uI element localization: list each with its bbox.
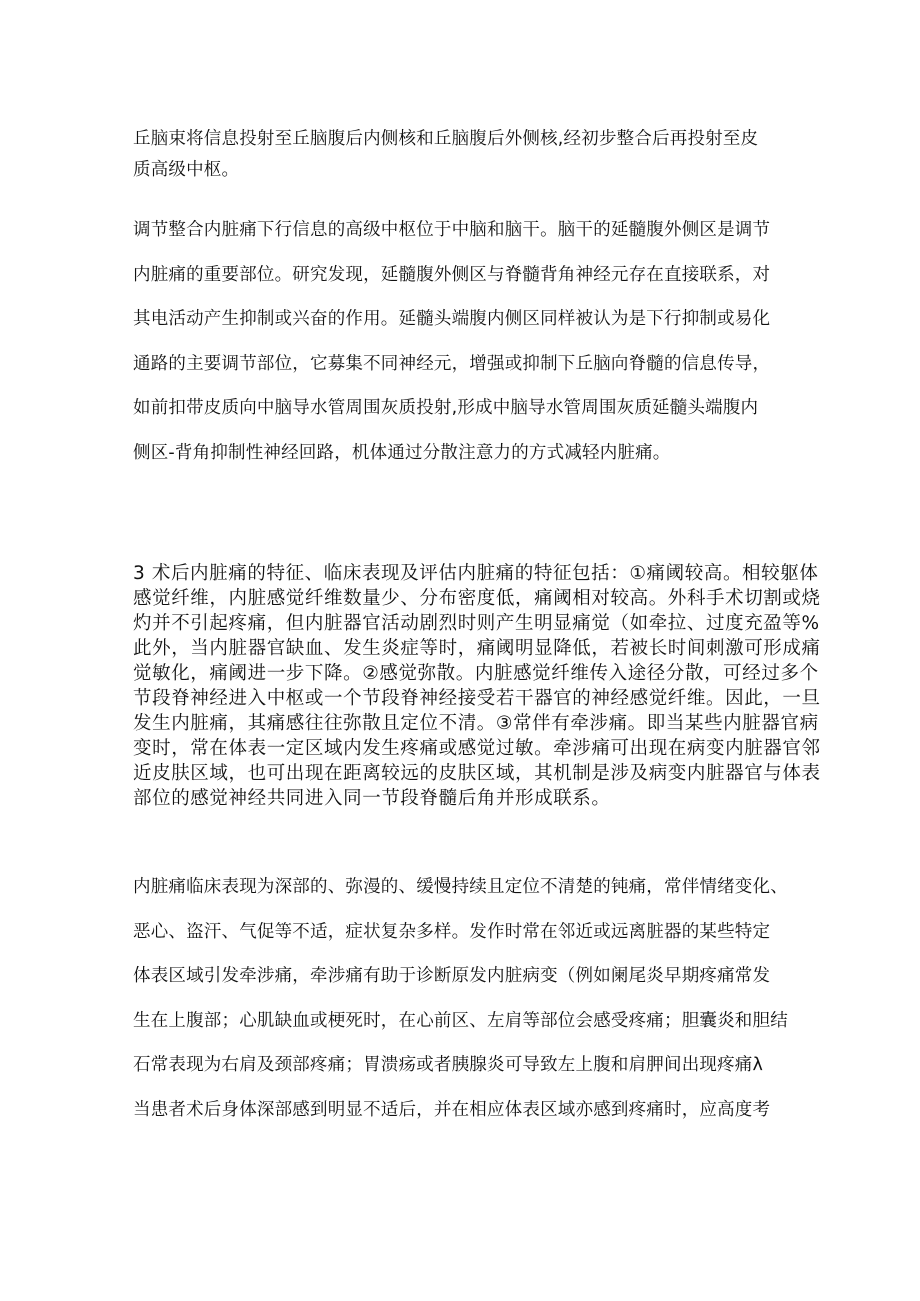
- text-line: 部位的感觉神经共同进入同一节段脊髓后角并形成联系。: [133, 788, 611, 809]
- text-line: 其电活动产生抑制或兴奋的作用。延髓头端腹内侧区同样被认为是下行抑制或易化: [133, 309, 771, 329]
- text-line: 通路的主要调节部位，它募集不同神经元，增强或抑制下丘脑向脊髓的信息传导，: [133, 353, 771, 374]
- text-line: 感觉纤维，内脏感觉纤维数量少、分布密度低，痛阈相对较高。外科手术切割或烧: [133, 588, 821, 609]
- text-line: 调节整合内脏痛下行信息的高级中枢位于中脑和脑干。脑干的延髓腹外侧区是调节: [133, 220, 771, 240]
- text-line: 内脏痛的重要部位。研究发现，延髓腹外侧区与脊髓背角神经元存在直接联系，对: [133, 264, 771, 285]
- text-line: 觉敏化，痛阈进一步下降。②感觉弥散。内脏感觉纤维传入途径分散，可经过多个: [133, 663, 819, 684]
- text-line: 变时，常在体表一定区域内发生疼痛或感觉过敏。牵涉痛可出现在病变内脏器官邻: [133, 738, 821, 759]
- text-line: 如前扣带皮质向中脑导水管周围灰质投射,形成中脑导水管周围灰质延髓头端腹内: [133, 398, 759, 418]
- text-line: 石常表现为右肩及颈部疼痛；胃溃疡或者胰腺炎可导致左上腹和肩胛间出现疼痛λ: [133, 1055, 764, 1075]
- text-line: 丘脑束将信息投射至丘脑腹后内侧核和丘脑腹后外侧核,经初步整合后再投射至皮: [133, 129, 759, 149]
- text-line: 近皮肤区域，也可出现在距离较远的皮肤区域，其机制是涉及病变内脏器官与体表: [133, 763, 821, 784]
- text-line: 体表区域引发牵涉痛，牵涉痛有助于诊断原发内脏病变（例如阑尾炎早期疼痛常发: [133, 966, 771, 986]
- text-line: 恶心、盗汗、气促等不适，症状复杂多样。发作时常在邻近或远离脏器的某些特定: [133, 921, 771, 942]
- paragraph-descending-regulation: [133, 219, 813, 486]
- section-3-characteristics: [133, 561, 821, 811]
- section-heading-line: 3 术后内脏痛的特征、临床表现及评估内脏痛的特征包括：①痛阈较高。相较躯体: [133, 563, 819, 584]
- text-line: 内脏痛临床表现为深部的、弥漫的、缓慢持续且定位不清楚的钝痛，常伴情绪变化、: [133, 877, 788, 897]
- paragraph-thalamus-projection: [133, 128, 813, 190]
- text-line: 生在上腹部；心肌缺血或梗死时，在心前区、左肩等部位会感受疼痛；胆囊炎和胆结: [133, 1010, 788, 1031]
- text-line: 侧区-背角抑制性神经回路，机体通过分散注意力的方式减轻内脏痛。: [133, 442, 671, 463]
- text-line: 质高级中枢。: [133, 160, 240, 180]
- paragraph-clinical-manifestations: [133, 876, 813, 1143]
- text-line: 发生内脏痛，其痛感往往弥散且定位不清。③常伴有牵涉痛。即当某些内脏器官病: [133, 713, 819, 734]
- text-line: 灼并不引起疼痛，但内脏器官活动剧烈时则产生明显痛觉（如牵拉、过度充盈等%: [133, 613, 820, 634]
- text-line: 当患者术后身体深部感到明显不适后，并在相应体表区域亦感到疼痛时，应高度考: [133, 1099, 771, 1120]
- text-line: 此外，当内脏器官缺血、发生炎症等时，痛阈明显降低，若被长时间刺激可形成痛: [133, 638, 821, 659]
- text-line: 节段脊神经进入中枢或一个节段脊神经接受若干器官的神经感觉纤维。因此，一旦: [133, 688, 821, 709]
